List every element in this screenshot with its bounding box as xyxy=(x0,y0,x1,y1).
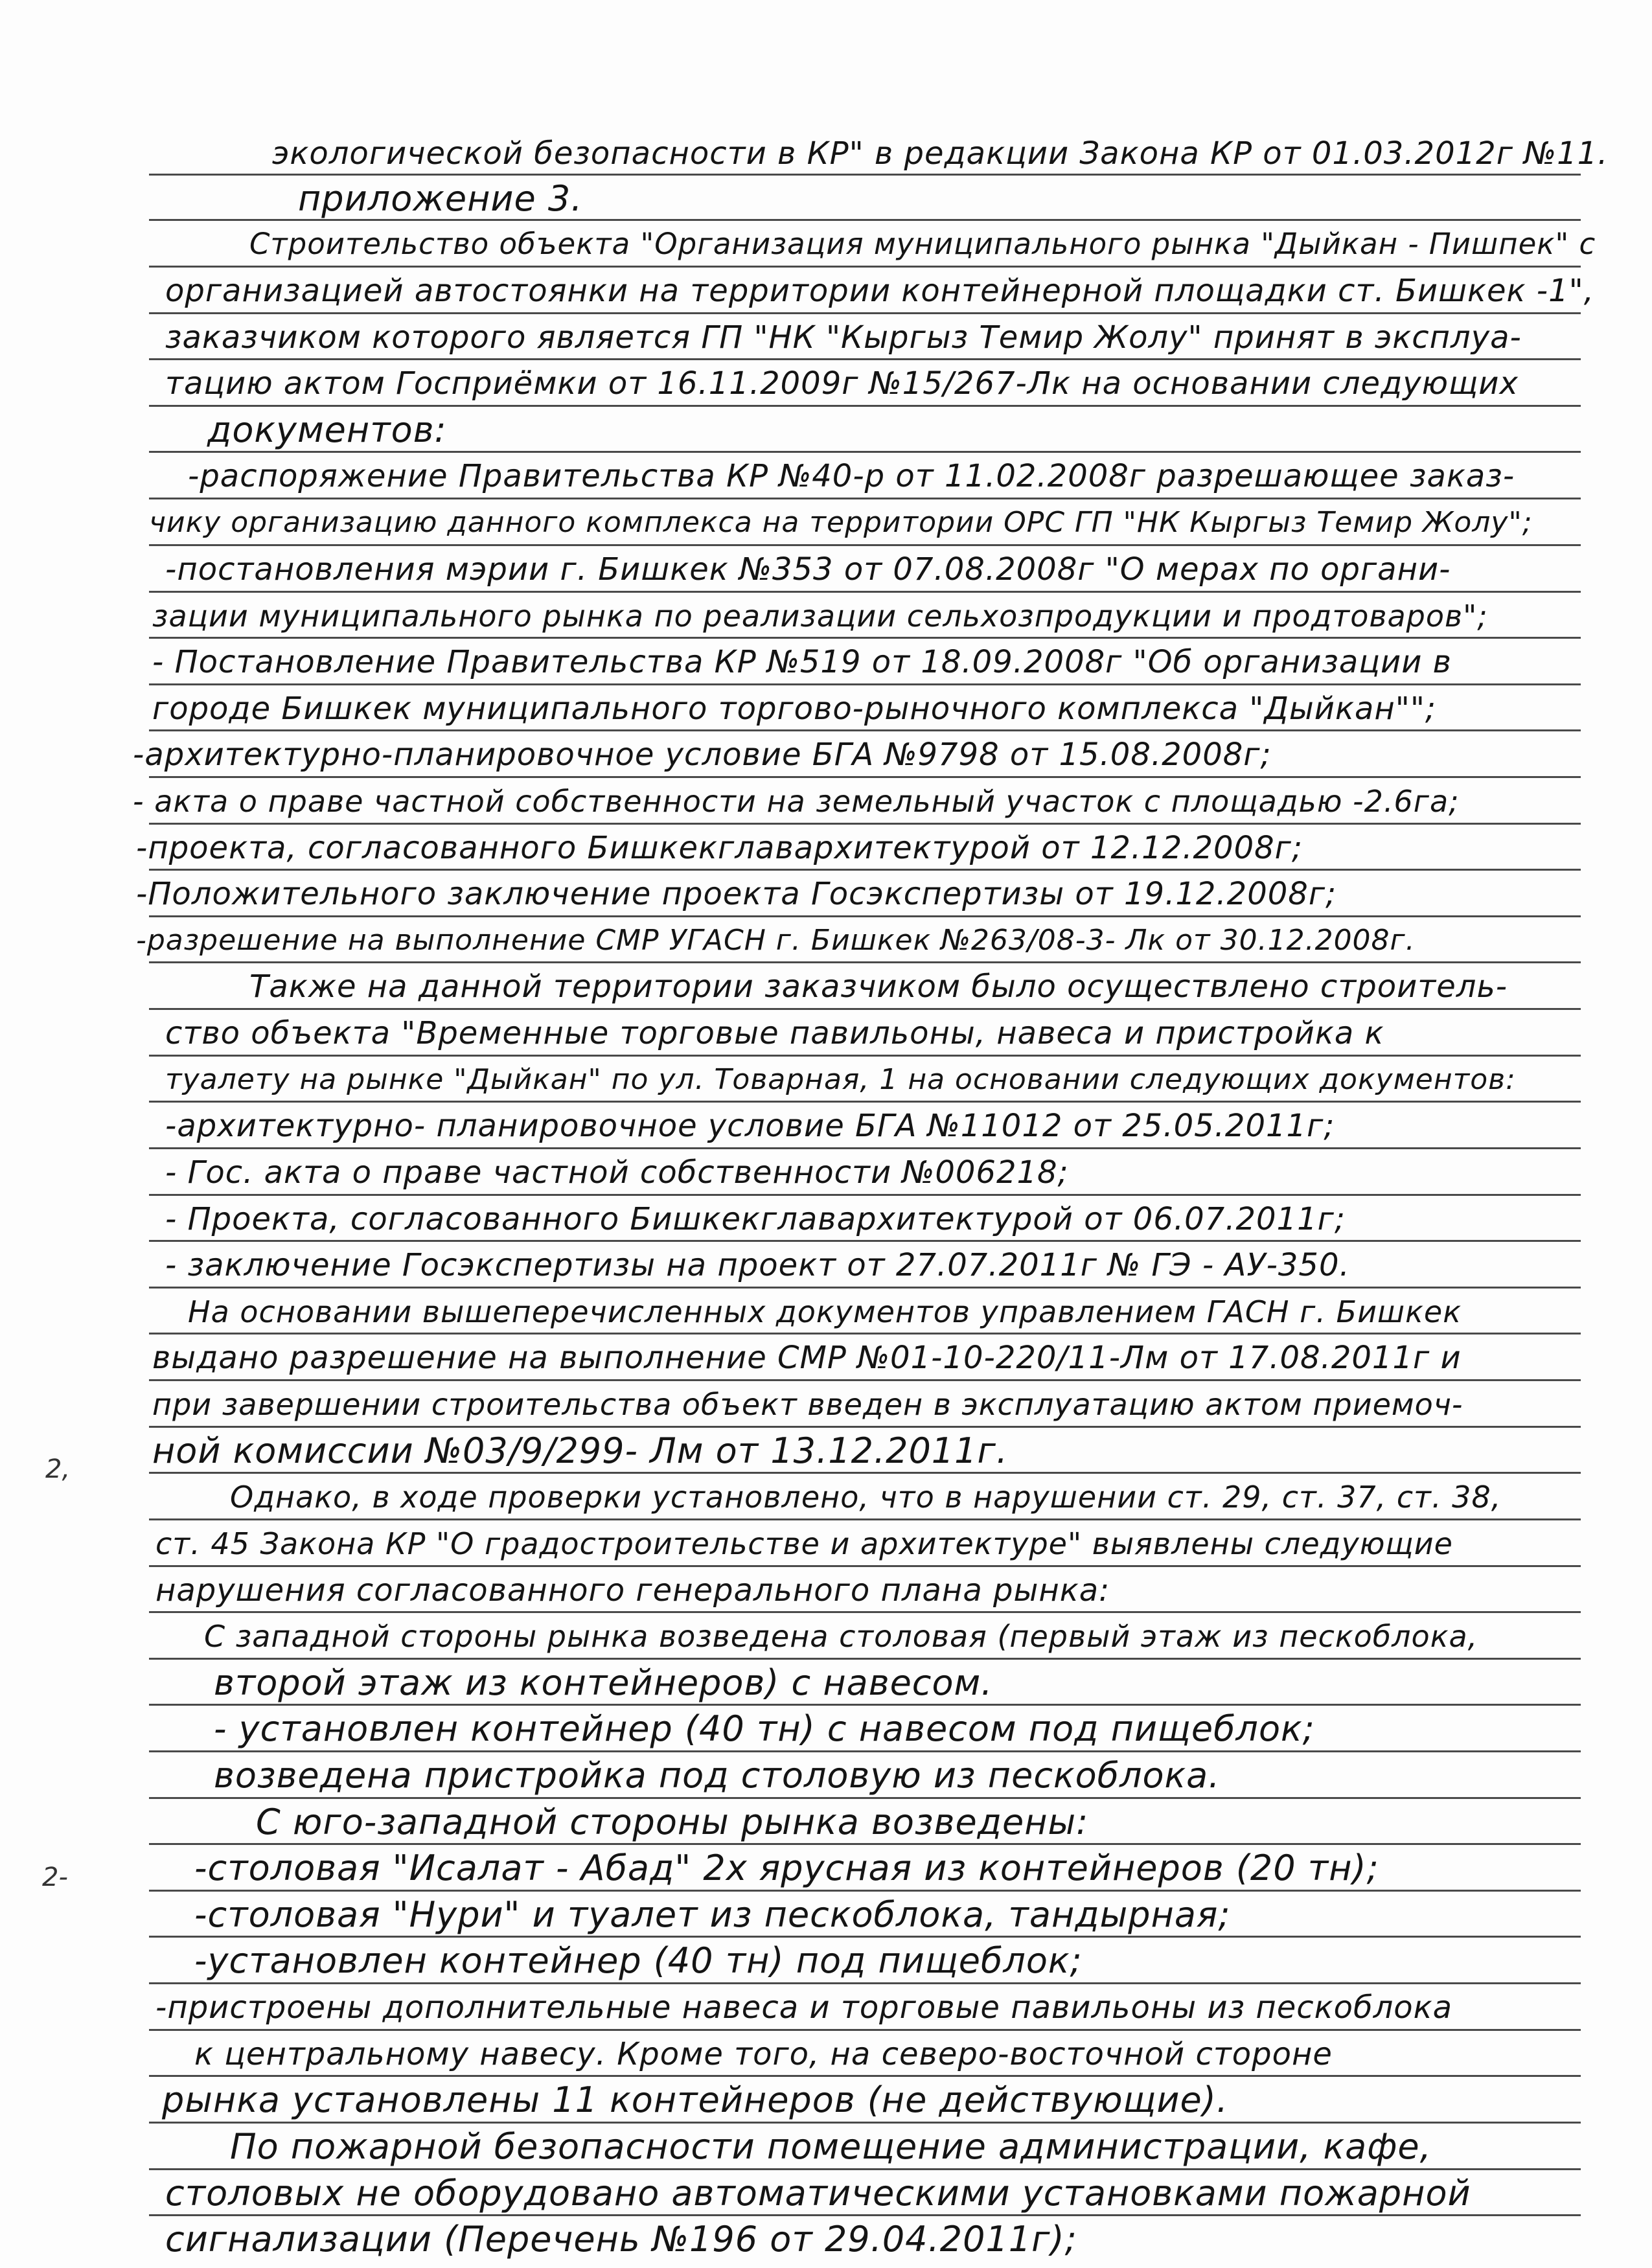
ruled-line xyxy=(149,1982,1581,1984)
text-line: - Постановление Правительства КР №519 от 18.09.2008г "Об организации в xyxy=(152,644,1452,680)
text-line: - установлен контейнер (40 тн) с навесом под пищеблок; xyxy=(214,1708,1315,1749)
ruled-line xyxy=(149,451,1581,453)
text-line: организацией автостоянки на территории контейнерной площадки ст. Бишкек -1", xyxy=(165,273,1594,309)
text-line: -Положительного заключение проекта Госэкспертизы от 19.12.2008г; xyxy=(136,876,1337,912)
text-line: туалету на рынке "Дыйкан" по ул. Товарная, 1 на основании следующих документов: xyxy=(165,1063,1516,1096)
ruled-line xyxy=(149,544,1581,546)
ruled-line xyxy=(149,1704,1581,1706)
ruled-line xyxy=(149,1658,1581,1660)
text-line: к центральному навесу. Кроме того, на северо-восточной стороне xyxy=(194,2036,1333,2072)
text-line: - заключение Госэкспертизы на проект от 27.07.2011г № ГЭ - АУ-350. xyxy=(165,1247,1350,1283)
text-line: второй этаж из контейнеров) с навесом. xyxy=(214,1662,993,1703)
text-line: -пристроены дополнительные навеса и торговые павильоны из пескоблока xyxy=(155,1989,1453,2026)
text-line: тацию актом Госприёмки от 16.11.2009г №15/267-Лк на основании следующих xyxy=(165,365,1519,402)
ruled-line xyxy=(149,1518,1581,1520)
text-line: -архитектурно- планировочное условие БГА №11012 от 25.05.2011г; xyxy=(165,1108,1335,1144)
text-line: рынка установлены 11 контейнеров (не действующие). xyxy=(162,2079,1228,2120)
text-line: документов: xyxy=(207,409,447,450)
text-line: выдано разрешение на выполнение СМР №01-10-220/11-Лм от 17.08.2011г и xyxy=(152,1340,1462,1376)
ruled-line xyxy=(149,405,1581,407)
ruled-line xyxy=(149,2168,1581,2170)
text-line: -проекта, согласованного Бишкекглавархитектурой от 12.12.2008г; xyxy=(136,830,1303,866)
text-line: -постановления мэрии г. Бишкек №353 от 07.08.2008г "О мерах по органи- xyxy=(165,551,1451,588)
ruled-line xyxy=(149,1797,1581,1799)
text-line: -разрешение на выполнение СМР УГАСН г. Бишкек №263/08-3- Лк от 30.12.2008г. xyxy=(136,924,1416,957)
text-line: - акта о праве частной собственности на земельный участок с площадью -2.6га; xyxy=(133,784,1460,819)
ruled-line xyxy=(149,2029,1581,2031)
text-line: ст. 45 Закона КР "О градостроительстве и архитектуре" выявлены следующие xyxy=(155,1526,1453,1561)
ruled-line xyxy=(149,1147,1581,1149)
text-line: сигнализации (Перечень №196 от 29.04.2011г); xyxy=(165,2219,1077,2260)
text-line: Строительство объекта "Организация муниципального рынка "Дыйкан - Пишпек" с xyxy=(249,227,1596,261)
ruled-line xyxy=(149,1890,1581,1892)
ruled-line xyxy=(149,498,1581,499)
ruled-line xyxy=(149,823,1581,825)
ruled-line xyxy=(149,312,1581,314)
text-line: заказчиком которого является ГП "НК "Кыргыз Темир Жолу" принят в эксплуа- xyxy=(165,319,1522,356)
text-line: С юго-западной стороны рынка возведены: xyxy=(256,1802,1089,1842)
ruled-line xyxy=(149,637,1581,639)
text-line: ной комиссии №03/9/299- Лм от 13.12.2011г. xyxy=(152,1430,1009,1471)
text-line: экологической безопасности в КР" в редакции Закона КР от 01.03.2012г №11. xyxy=(272,135,1609,172)
ruled-line xyxy=(149,591,1581,593)
text-line: -архитектурно-планировочное условие БГА №9798 от 15.08.2008г; xyxy=(133,737,1272,773)
ruled-line xyxy=(149,1287,1581,1289)
ruled-line xyxy=(149,915,1581,917)
text-line: С западной стороны рынка возведена столовая (первый этаж из пескоблока, xyxy=(204,1619,1478,1654)
text-line: столовых не оборудовано автоматическими установками пожарной xyxy=(165,2173,1471,2214)
text-line: зации муниципального рынка по реализации сельхозпродукции и продтоваров"; xyxy=(152,599,1488,634)
text-line: возведена пристройка под столовую из пескоблока. xyxy=(214,1755,1221,1796)
ruled-line xyxy=(149,266,1581,268)
ruled-line xyxy=(149,1936,1581,1938)
text-line: - Гос. акта о праве частной собственности №006218; xyxy=(165,1154,1069,1191)
ruled-line xyxy=(149,1750,1581,1752)
ruled-line xyxy=(149,1194,1581,1196)
ruled-line xyxy=(149,1472,1581,1474)
ruled-line xyxy=(149,1008,1581,1010)
text-line: Также на данной территории заказчиком было осуществлено строитель- xyxy=(249,968,1508,1005)
ruled-line xyxy=(149,1101,1581,1103)
ruled-line xyxy=(149,2075,1581,2077)
text-line: -столовая "Исалат - Абад" 2х ярусная из контейнеров (20 тн); xyxy=(194,1848,1379,1888)
ruled-line xyxy=(149,1240,1581,1242)
text-line: -установлен контейнер (40 тн) под пищеблок; xyxy=(194,1940,1083,1981)
text-line: городе Бишкек муниципального торгово-рыночного комплекса "Дыйкан""; xyxy=(152,691,1437,727)
ruled-line xyxy=(149,869,1581,871)
margin-mark: 2- xyxy=(42,1862,68,1892)
text-line: ство объекта "Временные торговые павильоны, навеса и пристройка к xyxy=(165,1015,1384,1051)
ruled-line xyxy=(149,961,1581,963)
text-line: - Проекта, согласованного Бишкекглавархитектурой от 06.07.2011г; xyxy=(165,1201,1346,1237)
ruled-line xyxy=(149,2122,1581,2124)
text-line: при завершении строительства объект введен в эксплуатацию актом приемоч- xyxy=(152,1387,1463,1422)
text-line: Однако, в ходе проверки установлено, что в нарушении ст. 29, ст. 37, ст. 38, xyxy=(230,1480,1502,1515)
ruled-line xyxy=(149,1379,1581,1381)
text-line: На основании вышеперечисленных документов управлением ГАСН г. Бишкек xyxy=(188,1294,1462,1329)
ruled-line xyxy=(149,776,1581,778)
ruled-line xyxy=(149,1426,1581,1428)
ruled-line xyxy=(149,1843,1581,1845)
ruled-line xyxy=(149,1055,1581,1057)
ruled-line xyxy=(149,729,1581,731)
ruled-line xyxy=(149,2214,1581,2216)
ruled-line xyxy=(149,1611,1581,1613)
text-line: -распоряжение Правительства КР №40-р от 11.02.2008г разрешающее заказ- xyxy=(188,458,1515,494)
text-line: чику организацию данного комплекса на территории ОРС ГП "НК Кыргыз Темир Жолу"; xyxy=(149,506,1533,539)
text-line: По пожарной безопасности помещение администрации, кафе, xyxy=(230,2126,1432,2167)
text-line: -столовая "Нури" и туалет из пескоблока, тандырная; xyxy=(194,1894,1231,1935)
text-line: приложение 3. xyxy=(298,178,583,219)
margin-mark: 2, xyxy=(45,1454,71,1484)
ruled-line xyxy=(149,1565,1581,1567)
ruled-line xyxy=(149,1333,1581,1334)
ruled-line xyxy=(149,683,1581,685)
ruled-line xyxy=(149,358,1581,360)
text-line: нарушения согласованного генерального плана рынка: xyxy=(155,1572,1110,1609)
